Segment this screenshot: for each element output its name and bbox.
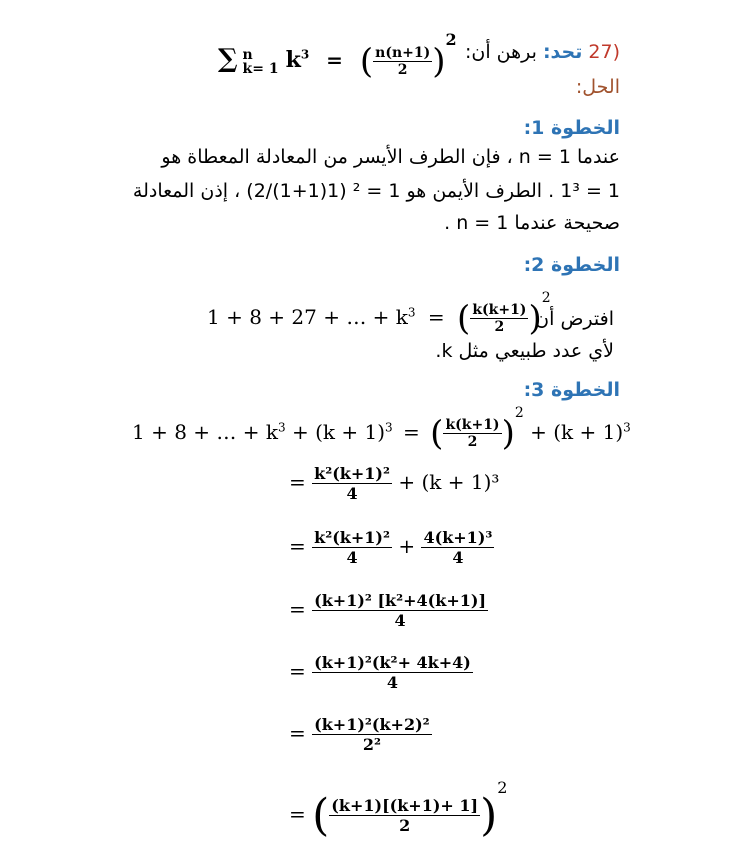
step2-assume: افترض أن (535, 308, 614, 330)
step2-title: الخطوة 2: (523, 254, 620, 276)
problem-formula: ∑ n k= 1 $k^3$ = ( $\frac{n(n+1)}{2}$ )$^2$ (218, 30, 457, 82)
problem-number: 27) (588, 41, 620, 63)
sigma-symbol: ∑ (218, 44, 238, 74)
step2-equation: 1 + 8 + 27 + … + $k^3$ = ( $\frac{k(k+1)}{2}$ )$^2$ (207, 290, 551, 339)
equals-sign: = (326, 48, 343, 72)
step3-line1: 1 + 8 + … + $k^3 + (k + 1)^3$ = ( $\frac{k(k+1)}{2}$ )$^2 + (k + 1)^3$ (132, 405, 631, 454)
rhs-fraction: $\frac{n(n+1)}{2}$ (375, 45, 431, 78)
problem-prompt: برهن أن: (464, 41, 537, 63)
sum-upper-limit: n (242, 46, 253, 63)
step2-line2: لأي عدد طبيعي مثل k. (435, 340, 614, 362)
problem-statement (465, 41, 620, 63)
step3-row-1: = $\frac{\text{k²(k+1)²}}{4}$ + (k + 1)³ (289, 464, 500, 503)
step1-title: الخطوة 1: (523, 117, 620, 139)
sum-term: $k^3$ (285, 47, 310, 73)
step3-row-3: = $\frac{\text{(k+1)² [k²+4(k+1)]}}{4}$ (289, 591, 487, 630)
step1-line3: صحيحة عندما n = 1 . (444, 212, 620, 234)
step3-row-2: = $\frac{\text{k²(k+1)²}}{4}$ + $\frac{\text{4(k+1)³}}{4}$ (289, 528, 493, 567)
step1-line1: عندما n = 1 ، فإن الطرف الأيسر من المعادلة المعطاة هو (161, 146, 620, 168)
problem-keyword: تحد: (542, 41, 583, 63)
step1-line2: 1 = 1³ . الطرف الأيمن هو 1 = ² (1(1+1)/2) ، إذن المعادلة (132, 180, 620, 202)
step3-row-6: = ( $\frac{(k+1)[(k+1)+ 1]}{2}$ )$^2$ (289, 778, 508, 841)
solution-label: الحل: (575, 76, 620, 98)
step3-title: الخطوة 3: (523, 379, 620, 401)
sum-lower-limit: k= 1 (242, 60, 279, 77)
step3-row-5: = $\frac{\text{(k+1)²(k+2)²}}{\text{2²}}$ (289, 715, 430, 754)
step3-row-4: = $\frac{\text{(k+1)²(k²+ 4k+4)}}{4}$ (289, 653, 471, 692)
